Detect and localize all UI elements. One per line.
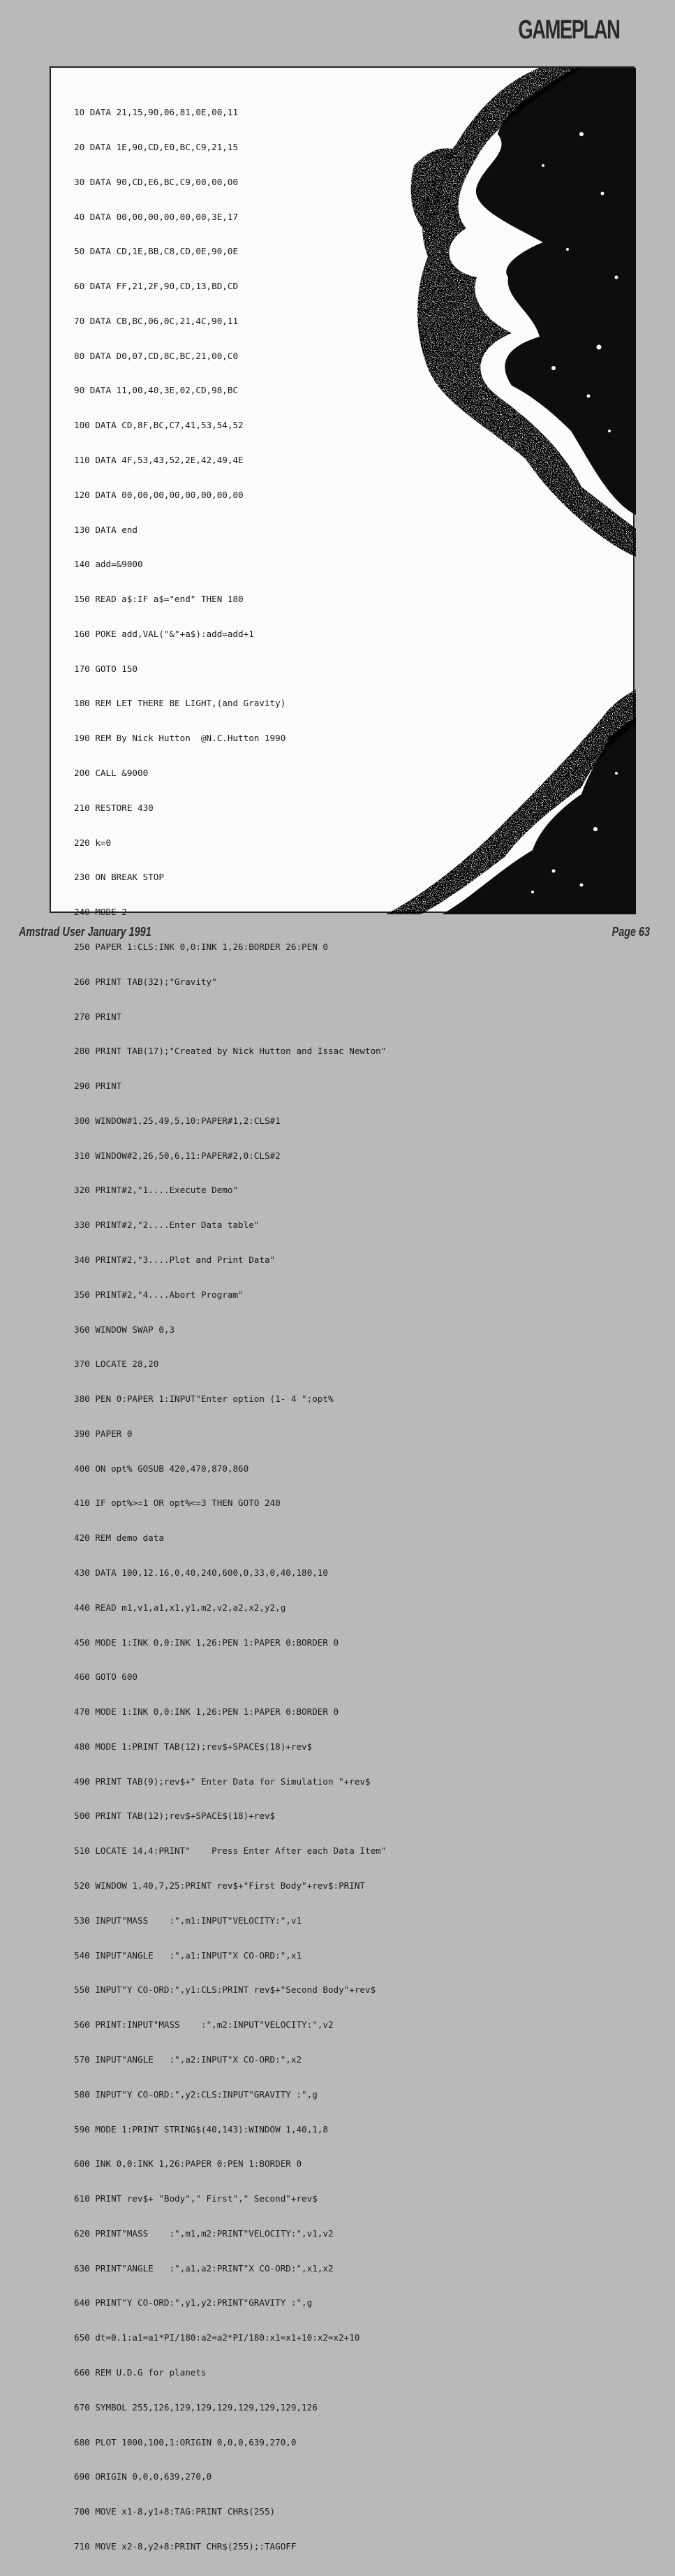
code-line: 60 DATA FF,21,2F,90,CD,13,BD,CD <box>74 281 239 292</box>
code-line: 180 REM LET THERE BE LIGHT,(and Gravity) <box>74 698 286 709</box>
code-line: 510 LOCATE 14,4:PRINT" Press Enter After each Data Item" <box>74 1845 387 1857</box>
code-line: 660 REM U.D.G for planets <box>74 2366 207 2378</box>
code-line: 550 INPUT"Y CO-ORD:",y1:CLS:PRINT rev$+"Second Body"+rev$ <box>74 1984 376 1996</box>
code-line: 410 IF opt%>=1 OR opt%<=3 THEN GOTO 240 <box>74 1498 281 1509</box>
basic-program-listing <box>74 84 386 2576</box>
code-line: 520 WINDOW 1,40,7,25:PRINT rev$+"First Body"+rev$:PRINT <box>74 1880 366 1891</box>
code-line: 480 MODE 1:PRINT TAB(12);rev$+SPACE$(18)+rev$ <box>74 1741 313 1752</box>
code-line: 670 SYMBOL 255,126,129,129,129,129,129,129,126 <box>74 2401 318 2413</box>
code-line: 710 MOVE x2-8,y2+8:PRINT CHR$(255);:TAGOFF <box>74 2540 297 2552</box>
code-line: 530 INPUT"MASS :",m1:INPUT"VELOCITY:",v1 <box>74 1915 302 1926</box>
code-line: 310 WINDOW#2,26,50,6,11:PAPER#2,0:CLS#2 <box>74 1150 281 1161</box>
publication-footer: Amstrad User January 1991 <box>19 925 151 939</box>
code-line: 370 LOCATE 28,20 <box>74 1359 159 1370</box>
code-line: 450 MODE 1:INK 0,0:INK 1,26:PEN 1:PAPER 0:BORDER 0 <box>74 1637 339 1648</box>
code-line: 190 REM By Nick Hutton @N.C.Hutton 1990 <box>74 733 286 744</box>
code-line: 560 PRINT:INPUT"MASS :",m2:INPUT"VELOCITY:",v2 <box>74 2019 334 2030</box>
code-line: 420 REM demo data <box>74 1532 164 1544</box>
code-line: 300 WINDOW#1,25,49,5,10:PAPER#1,2:CLS#1 <box>74 1115 281 1126</box>
code-line: 10 DATA 21,15,90,06,81,0E,00,11 <box>74 107 239 118</box>
code-line: 140 add=&9000 <box>74 559 143 570</box>
code-line: 360 WINDOW SWAP 0,3 <box>74 1324 175 1335</box>
code-line: 160 POKE add,VAL("&"+a$):add=add+1 <box>74 628 254 639</box>
code-line: 100 DATA CD,8F,BC,C7,41,53,54,52 <box>74 420 244 431</box>
code-line: 340 PRINT#2,"3....Plot and Print Data" <box>74 1254 276 1265</box>
code-line: 570 INPUT"ANGLE :",a2:INPUT"X CO-ORD:",x2 <box>74 2054 302 2065</box>
code-line: 40 DATA 00,00,00,00,00,00,3E,17 <box>74 211 239 222</box>
code-line: 170 GOTO 150 <box>74 663 138 674</box>
code-line: 390 PAPER 0 <box>74 1428 133 1439</box>
code-line: 200 CALL &9000 <box>74 768 149 779</box>
code-line: 210 RESTORE 430 <box>74 802 154 813</box>
code-line: 270 PRINT <box>74 1011 122 1022</box>
code-line: 600 INK 0,0:INK 1,26:PAPER 0:PEN 1:BORDER 0 <box>74 2158 302 2169</box>
code-line: 250 PAPER 1:CLS:INK 0,0:INK 1,26:BORDER 26:PEN 0 <box>74 941 328 952</box>
code-line: 690 ORIGIN 0,0,0,639,270,0 <box>74 2471 212 2482</box>
code-line: 590 MODE 1:PRINT STRING$(40,143):WINDOW 1,40,1,8 <box>74 2123 328 2135</box>
code-line: 320 PRINT#2,"1....Execute Demo" <box>74 1185 239 1196</box>
code-line: 430 DATA 100,12.16,0,40,240,600,0,33,0,40,180,10 <box>74 1567 328 1578</box>
code-line: 80 DATA D0,07,CD,8C,BC,21,00,C0 <box>74 350 239 361</box>
code-line: 260 PRINT TAB(32);"Gravity" <box>74 976 217 987</box>
code-line: 110 DATA 4F,53,43,52,2E,42,49,4E <box>74 455 244 465</box>
code-line: 680 PLOT 1000,100,1:ORIGIN 0,0,0,639,270,0 <box>74 2436 297 2447</box>
code-line: 580 INPUT"Y CO-ORD:",y2:CLS:INPUT"GRAVITY :",g <box>74 2088 318 2100</box>
code-line: 220 k=0 <box>74 837 112 848</box>
code-line: 700 MOVE x1-8,y1+8:TAG:PRINT CHR$(255) <box>74 2506 276 2517</box>
code-line: 290 PRINT <box>74 1081 122 1092</box>
code-line: 400 ON opt% GOSUB 420,470,870,860 <box>74 1463 249 1474</box>
code-line: 470 MODE 1:INK 0,0:INK 1,26:PEN 1:PAPER 0:BORDER 0 <box>74 1706 339 1718</box>
code-line: 440 READ m1,v1,a1,x1,y1,m2,v2,a2,x2,y2,g <box>74 1602 286 1613</box>
code-line: 230 ON BREAK STOP <box>74 872 164 883</box>
code-line: 620 PRINT"MASS :",m1,m2:PRINT"VELOCITY:",v1,v2 <box>74 2227 334 2239</box>
code-line: 500 PRINT TAB(12);rev$+SPACE$(18)+rev$ <box>74 1810 276 1822</box>
code-line: 640 PRINT"Y CO-ORD:",y1,y2:PRINT"GRAVITY :",g <box>74 2297 313 2308</box>
section-title: GAMEPLAN <box>517 15 619 45</box>
code-line: 330 PRINT#2,"2....Enter Data table" <box>74 1220 260 1231</box>
code-line: 150 READ a$:IF a$="end" THEN 180 <box>74 594 244 605</box>
code-line: 90 DATA 11,00,40,3E,02,CD,98,BC <box>74 385 239 396</box>
code-line: 70 DATA CB,BC,06,0C,21,4C,90,11 <box>74 315 239 326</box>
code-line: 130 DATA end <box>74 524 138 535</box>
page-number: Page 63 <box>611 925 650 939</box>
code-line: 380 PEN 0:PAPER 1:INPUT"Enter option (1- 4 ";opt% <box>74 1393 334 1405</box>
code-line: 50 DATA CD,1E,BB,C8,CD,0E,90,0E <box>74 246 239 257</box>
code-line: 610 PRINT rev$+ "Body"," First"," Second"+rev$ <box>74 2193 318 2204</box>
code-line: 30 DATA 90,CD,E6,BC,C9,00,00,00 <box>74 176 239 187</box>
code-line: 20 DATA 1E,90,CD,E0,BC,C9,21,15 <box>74 141 239 152</box>
code-line: 650 dt=0.1:a1=a1*PI/180:a2=a2*PI/180:x1=x1+10:x2=x2+10 <box>74 2332 360 2343</box>
code-line: 630 PRINT"ANGLE :",a1,a2:PRINT"X CO-ORD:",x1,x2 <box>74 2262 334 2274</box>
code-line: 350 PRINT#2,"4....Abort Program" <box>74 1289 244 1300</box>
code-line: 280 PRINT TAB(17);"Created by Nick Hutton and Issac Newton" <box>74 1046 387 1057</box>
code-line: 460 GOTO 600 <box>74 1671 138 1683</box>
code-line: 540 INPUT"ANGLE :",a1:INPUT"X CO-ORD:",x1 <box>74 1949 302 1961</box>
code-line: 490 PRINT TAB(9);rev$+" Enter Data for Simulation "+rev$ <box>74 1776 371 1787</box>
code-line: 120 DATA 00,00,00,00,00,00,00,00 <box>74 489 244 500</box>
code-line: 240 MODE 2 <box>74 907 127 918</box>
